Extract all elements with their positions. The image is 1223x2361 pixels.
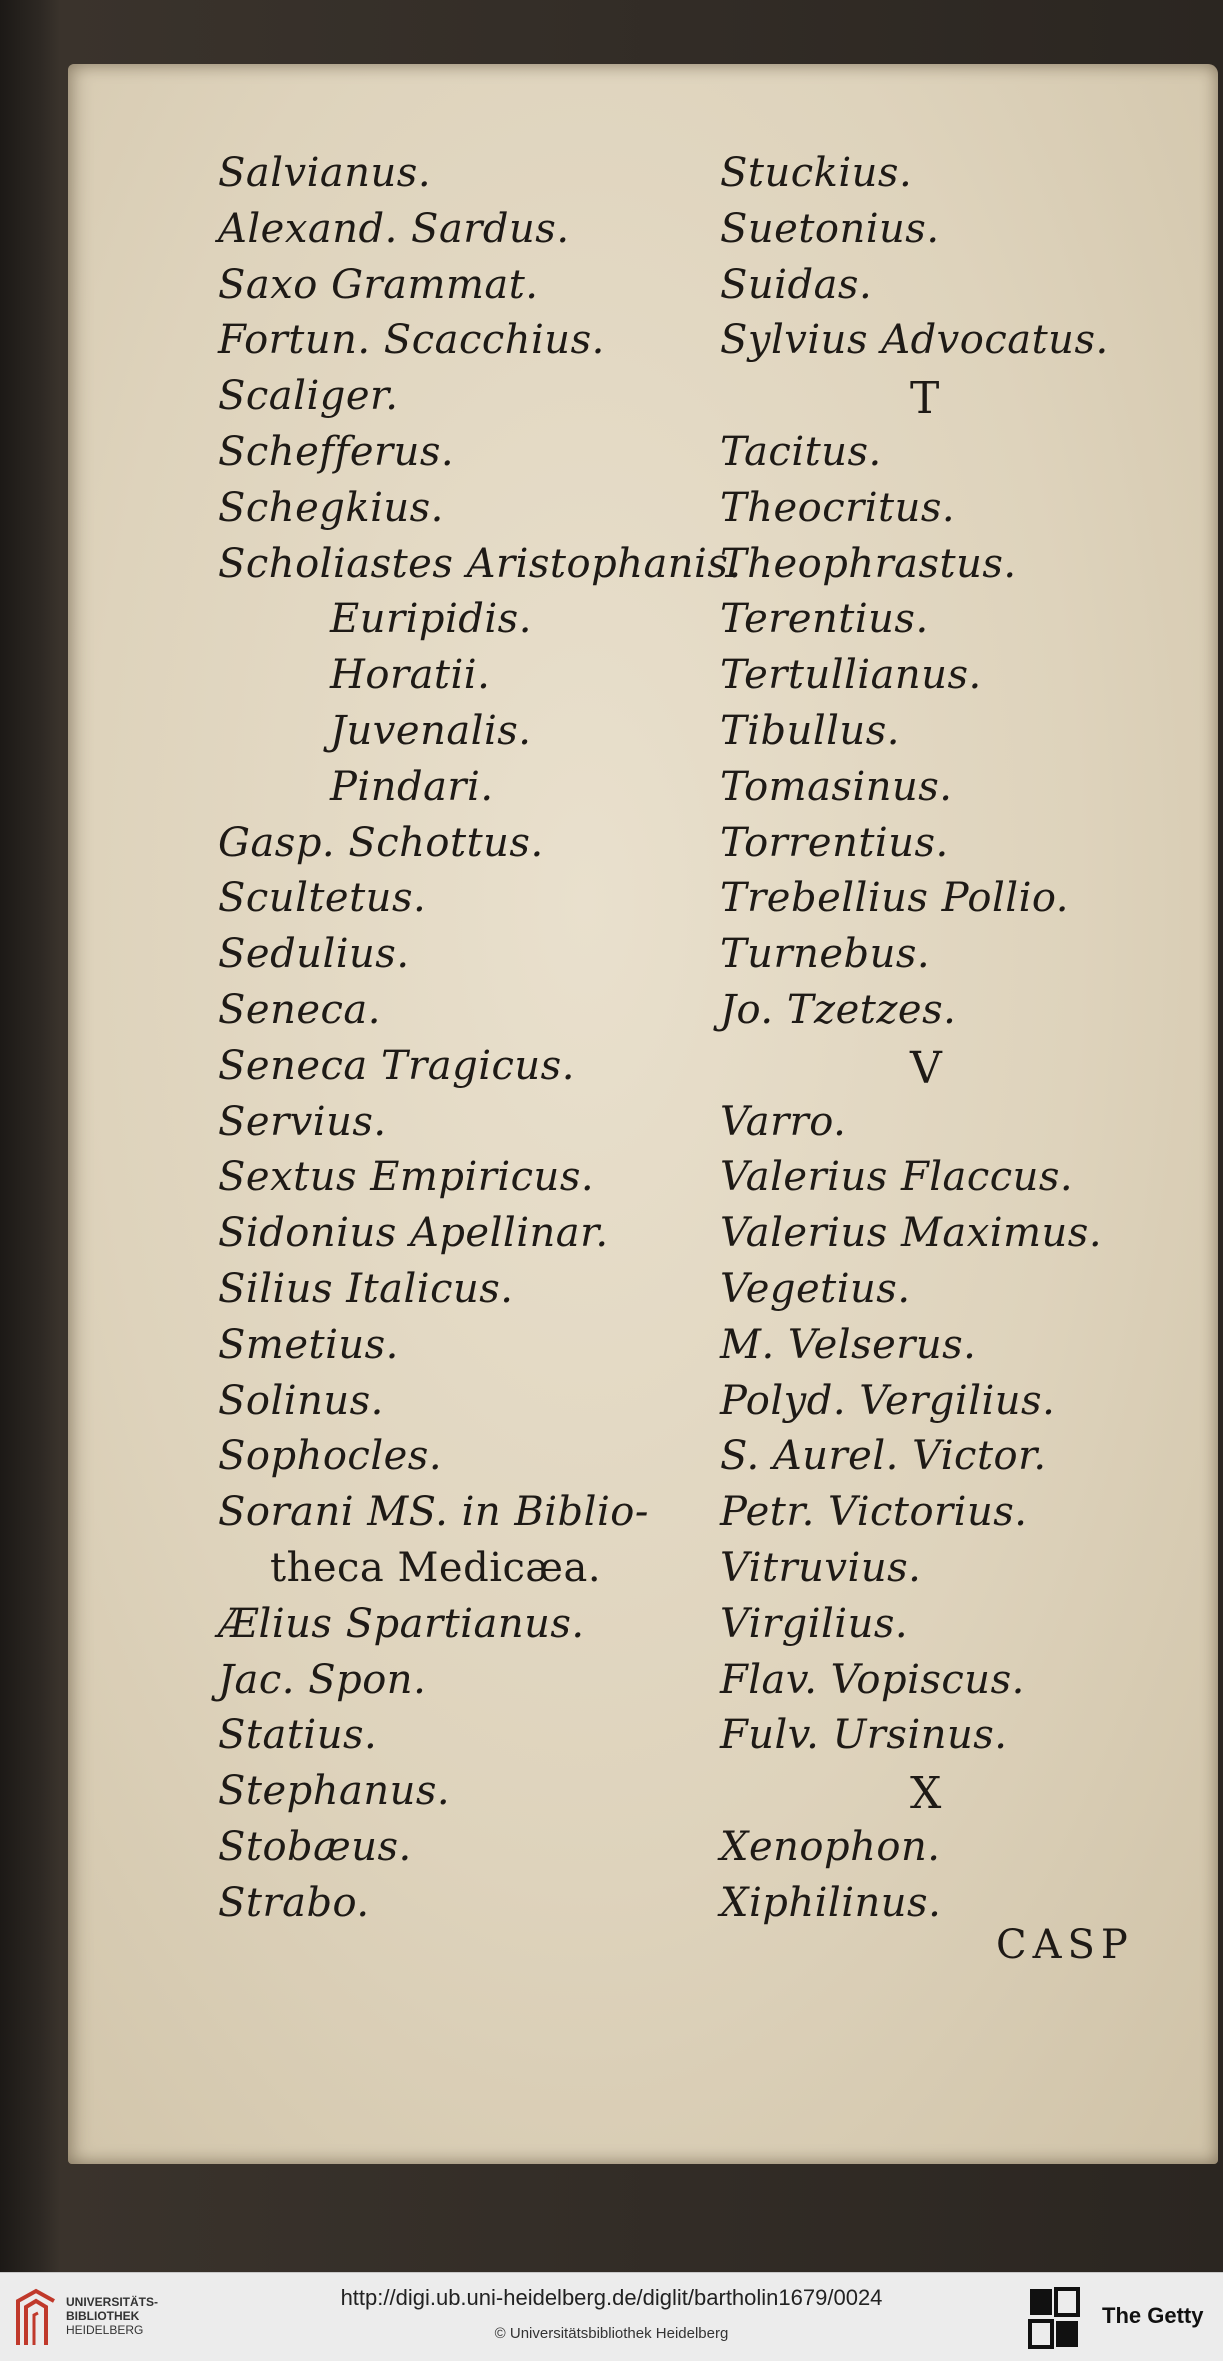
index-entry: Theocritus. — [720, 484, 956, 531]
index-entry: Sedulius. — [218, 931, 410, 978]
index-entry: Valerius Maximus. — [720, 1210, 1103, 1257]
index-entry: Valerius Flaccus. — [720, 1154, 1074, 1201]
index-entry: Saxo Grammat. — [218, 261, 539, 308]
index-entry: Turnebus. — [720, 931, 931, 978]
section-letter: V — [910, 1042, 942, 1094]
index-entry: Pindari. — [330, 763, 494, 810]
index-entry: Solinus. — [218, 1377, 384, 1424]
index-entry: Fortun. Scacchius. — [218, 317, 605, 364]
index-entry: Smetius. — [218, 1321, 399, 1368]
index-entry: Vegetius. — [720, 1266, 911, 1312]
getty-logo-icon — [1028, 2287, 1080, 2349]
index-entry: Flav. Vopiscus. — [720, 1656, 1025, 1703]
index-entry: Horatii. — [330, 652, 491, 699]
index-entry: Torrentius. — [720, 819, 949, 866]
index-entry: S. Aurel. Victor. — [720, 1433, 1047, 1480]
index-entry: Juvenalis. — [330, 708, 532, 754]
index-entry: Theophrastus. — [720, 540, 1017, 587]
index-entry: Statius. — [218, 1712, 378, 1759]
partner-name: The Getty — [1102, 2303, 1204, 2328]
index-entry: Fulv. Ursinus. — [720, 1712, 1008, 1759]
index-entry: M. Velserus. — [720, 1321, 977, 1368]
index-entry: Suidas. — [720, 261, 873, 308]
library-name-line3: HEIDELBERG — [66, 2323, 144, 2337]
library-name-line1: UNIVERSITÄTS- — [66, 2295, 159, 2309]
index-entry: Schefferus. — [218, 429, 455, 475]
index-entry: Tibullus. — [720, 708, 900, 754]
index-entry: Stephanus. — [218, 1768, 451, 1815]
index-entry: Sylvius Advocatus. — [720, 317, 1109, 364]
index-entry: Stobæus. — [218, 1824, 412, 1870]
library-name-line2: BIBLIOTHEK — [66, 2309, 140, 2323]
catchword: CASP — [996, 1922, 1134, 1968]
index-entry: Seneca Tragicus. — [218, 1042, 575, 1089]
index-entry: Gasp. Schottus. — [218, 819, 544, 866]
index-entry: Sidonius Apellinar. — [218, 1210, 609, 1257]
copyright-text: © Universitätsbibliothek Heidelberg — [494, 2325, 729, 2342]
index-entry: Sextus Empiricus. — [218, 1154, 595, 1201]
index-entry: Scultetus. — [218, 875, 427, 922]
index-entry: Strabo. — [218, 1879, 370, 1926]
index-entry: Tomasinus. — [720, 763, 953, 810]
index-entry: Vitruvius. — [720, 1545, 922, 1591]
index-entry: Polyd. Vergilius. — [720, 1377, 1056, 1424]
index-entry: Silius Italicus. — [218, 1266, 514, 1312]
viewer-footer — [0, 2272, 1223, 2361]
index-entry: Euripidis. — [330, 596, 532, 643]
index-entry: Jac. Spon. — [218, 1656, 427, 1703]
index-entry: Suetonius. — [720, 205, 940, 252]
index-entry: Stuckius. — [720, 150, 913, 196]
index-entry: Alexand. Sardus. — [218, 205, 570, 252]
index-entry: Xenophon. — [720, 1824, 941, 1870]
document-url-link[interactable]: http://digi.ub.uni-heidelberg.de/diglit/bartholin1679/0024 — [340, 2285, 883, 2310]
index-entry: Trebellius Pollio. — [720, 875, 1069, 922]
index-entry: Xiphilinus. — [720, 1879, 942, 1926]
section-letter: T — [910, 373, 940, 425]
index-entry: Jo. Tzetzes. — [720, 987, 957, 1033]
index-entry: Petr. Victorius. — [720, 1489, 1028, 1536]
index-entry: theca Medicæa. — [270, 1545, 602, 1591]
index-entry: Sophocles. — [218, 1433, 443, 1480]
index-entry: Varro. — [720, 1098, 847, 1145]
index-entry: Scaliger. — [218, 373, 399, 420]
index-entry: Ælius Spartianus. — [218, 1600, 585, 1647]
index-entry: Schegkius. — [218, 484, 444, 531]
index-entry: Scholiastes Aristophanis. — [218, 540, 742, 587]
index-entry: Virgilius. — [720, 1600, 909, 1647]
index-entry: Tacitus. — [720, 429, 882, 475]
index-entry: Seneca. — [218, 987, 381, 1033]
section-letter: X — [910, 1768, 942, 1820]
index-entry: Salvianus. — [218, 150, 432, 196]
index-entry: Tertullianus. — [720, 652, 982, 699]
index-entry: Servius. — [218, 1098, 387, 1145]
index-entry: Terentius. — [720, 596, 929, 643]
index-entry: Sorani MS. in Biblio- — [218, 1489, 649, 1536]
